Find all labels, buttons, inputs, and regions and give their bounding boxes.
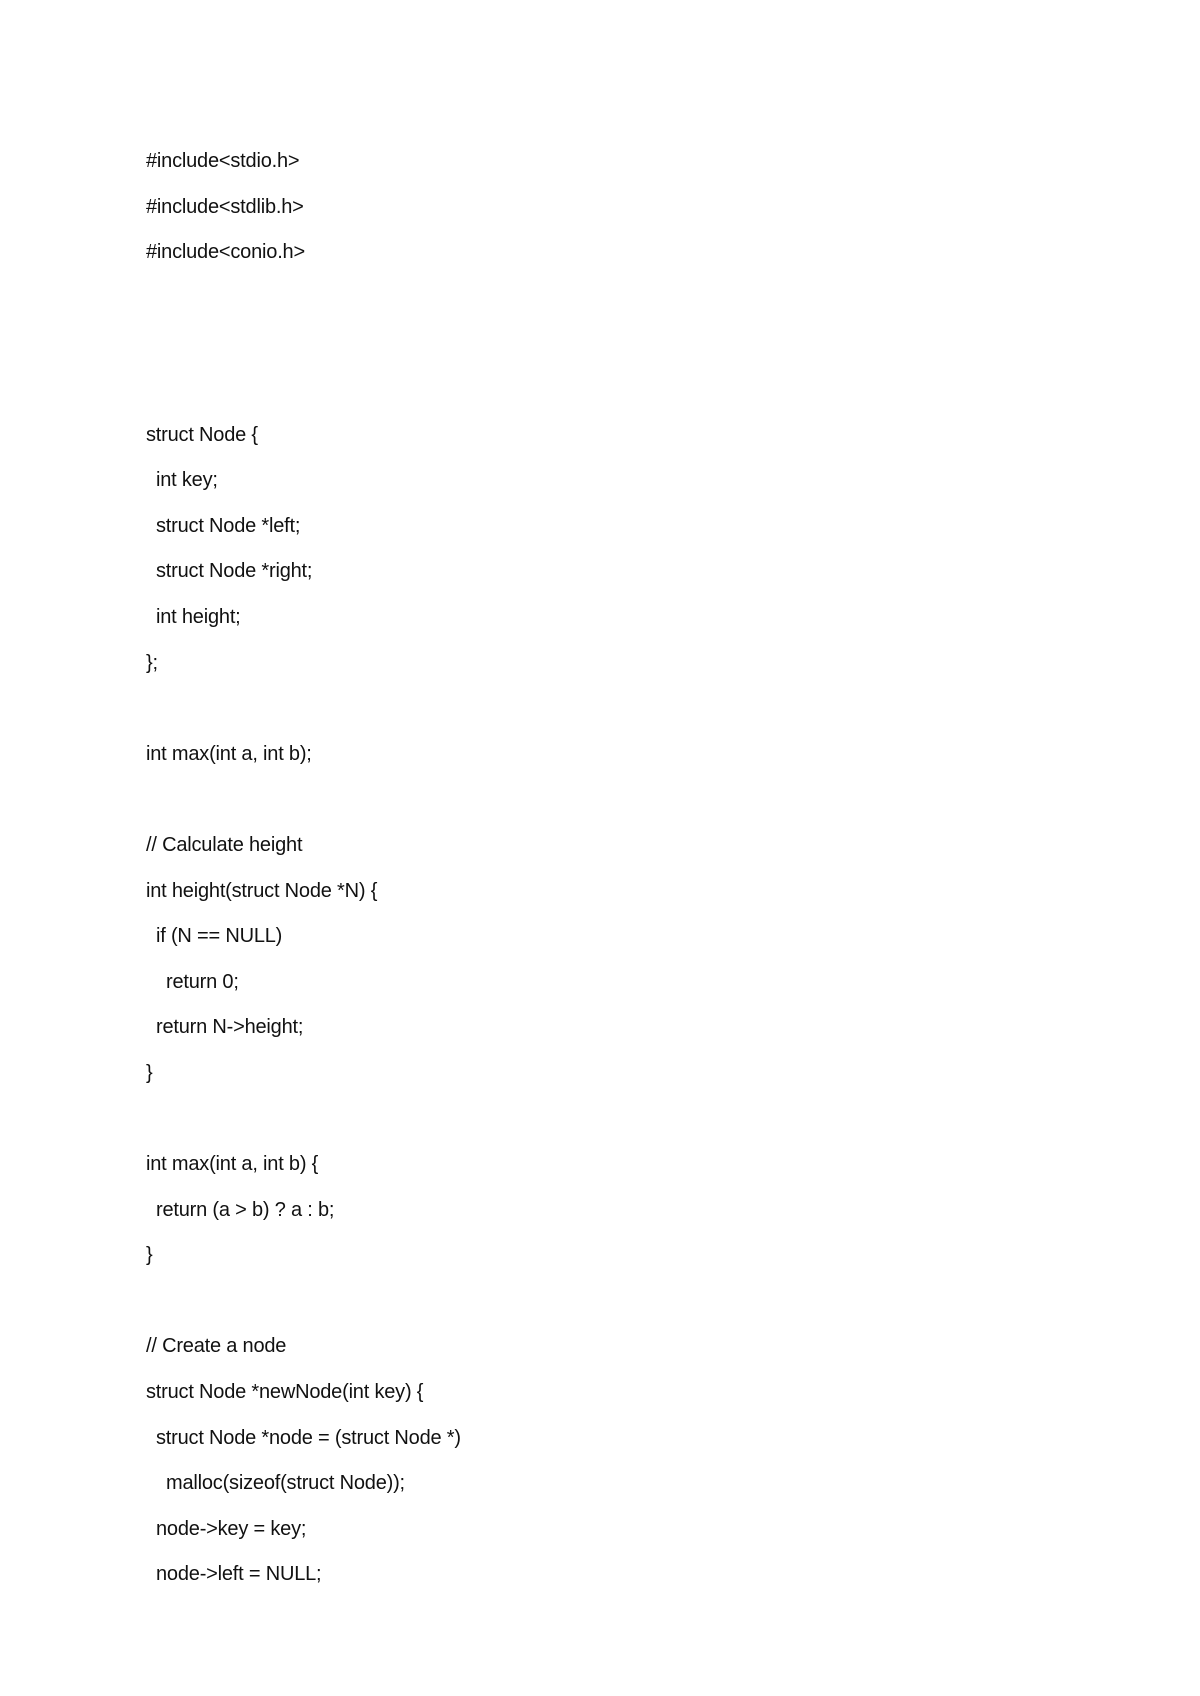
code-line: return (a > b) ? a : b; (156, 1198, 335, 1221)
code-line: int max(int a, int b); (146, 742, 312, 765)
code-comment: // Calculate height (146, 833, 303, 856)
code-line: struct Node *node = (struct Node *) (156, 1426, 461, 1449)
code-line: int max(int a, int b) { (146, 1153, 319, 1176)
code-line: node->key = key; (156, 1517, 307, 1540)
code-line: struct Node *newNode(int key) { (146, 1381, 424, 1404)
blank-line (146, 784, 1046, 830)
blank-line (146, 283, 1046, 329)
code-line: }; (146, 651, 158, 674)
code-line: int height(struct Node *N) { (146, 879, 378, 902)
code-line: node->left = NULL; (156, 1563, 322, 1586)
blank-line (146, 1103, 1046, 1149)
code-line: } (146, 1244, 153, 1267)
code-line: #include<conio.h> (146, 241, 305, 264)
blank-line (146, 693, 1046, 739)
code-line: return 0; (166, 970, 239, 993)
code-line: if (N == NULL) (156, 925, 283, 948)
code-line: #include<stdio.h> (146, 150, 300, 172)
code-line: #include<stdlib.h> (146, 195, 304, 218)
blank-line (146, 1286, 1046, 1332)
blank-line (146, 374, 1046, 420)
code-line: struct Node *left; (156, 514, 301, 537)
code-comment: // Create a node (146, 1335, 287, 1358)
code-line: struct Node { (146, 423, 258, 446)
code-line: } (146, 1061, 153, 1084)
code-line: return N->height; (156, 1016, 304, 1039)
code-line: malloc(sizeof(struct Node)); (166, 1472, 405, 1495)
code-line: struct Node *right; (156, 560, 313, 583)
code-line: int key; (156, 469, 218, 492)
code-line: int height; (156, 605, 241, 628)
blank-line (146, 328, 1046, 374)
code-listing (146, 146, 1046, 1605)
